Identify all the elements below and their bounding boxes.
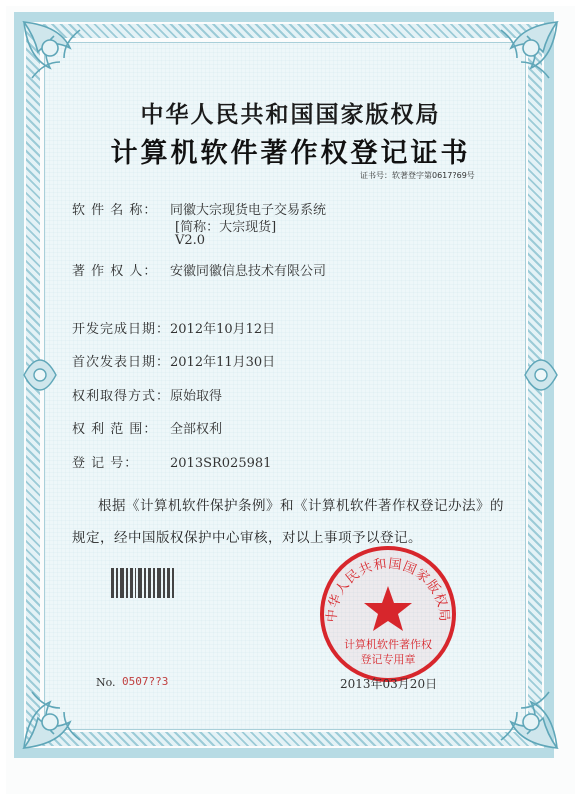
document-title: 计算机软件著作权登记证书: [110, 138, 471, 169]
field-registration-no: [72, 452, 271, 471]
side-ornament-icon: [521, 340, 561, 410]
official-seal: [314, 540, 462, 688]
corner-ornament-icon: [483, 18, 561, 96]
corner-ornament-icon: [20, 18, 98, 96]
serial-number: 0507??3: [122, 675, 169, 688]
field-label: 开发完成日期：: [72, 322, 171, 337]
authority-title: 中华人民共和国国家版权局: [140, 101, 441, 128]
software-short-name: [简称：大宗现货]: [175, 220, 277, 235]
field-label: 登 记 号：: [72, 456, 139, 471]
field-dev-completion-date: [72, 318, 275, 337]
field-value: 原始取得: [170, 389, 223, 404]
field-value: 2012年11月30日: [170, 355, 276, 370]
side-ornament-icon: [20, 340, 60, 410]
field-rights-scope: [72, 418, 222, 437]
seal-inner-line-2: 登记专用章: [360, 653, 416, 666]
registration-number-value: 软著登字第0617?69号: [392, 171, 475, 180]
field-value: 安徽同徽信息技术有限公司: [170, 264, 327, 279]
field-acquisition-method: [72, 385, 222, 404]
seal-inner-line-1: 计算机软件著作权: [344, 638, 432, 651]
software-version: V2.0: [175, 233, 206, 248]
corner-ornament-icon: [20, 674, 98, 752]
field-value: 全部权利: [170, 422, 223, 437]
statement-line-2: 规定，经中国版权保护中心审核，对以上事项予以登记。: [72, 530, 422, 546]
field-value: 2013SR025981: [170, 456, 272, 471]
issue-date: 2013年03月20日: [340, 677, 438, 691]
registration-number-label: 证书号：: [360, 171, 392, 180]
field-label: 权 利 范 围：: [72, 422, 158, 437]
barcode-icon: [111, 568, 175, 598]
field-value: 2012年10月12日: [170, 322, 276, 337]
corner-ornament-icon: [483, 674, 561, 752]
field-copyright-owner: [72, 260, 326, 279]
statement-line-1: 根据《计算机软件保护条例》和《计算机软件著作权登记办法》的: [98, 498, 504, 514]
field-label: 首次发表日期：: [72, 355, 171, 370]
serial-label: No.: [96, 676, 116, 689]
field-first-publish-date: [72, 351, 275, 370]
registration-number: [360, 170, 475, 181]
field-label: 权利取得方式：: [72, 389, 171, 404]
field-label: 著 作 权 人：: [72, 264, 158, 279]
field-value: 同徽大宗现货电子交易系统: [170, 203, 327, 218]
field-label: 软 件 名 称：: [72, 203, 158, 218]
seal-outer-text: 中华人民共和国国家版权局: [324, 556, 452, 623]
